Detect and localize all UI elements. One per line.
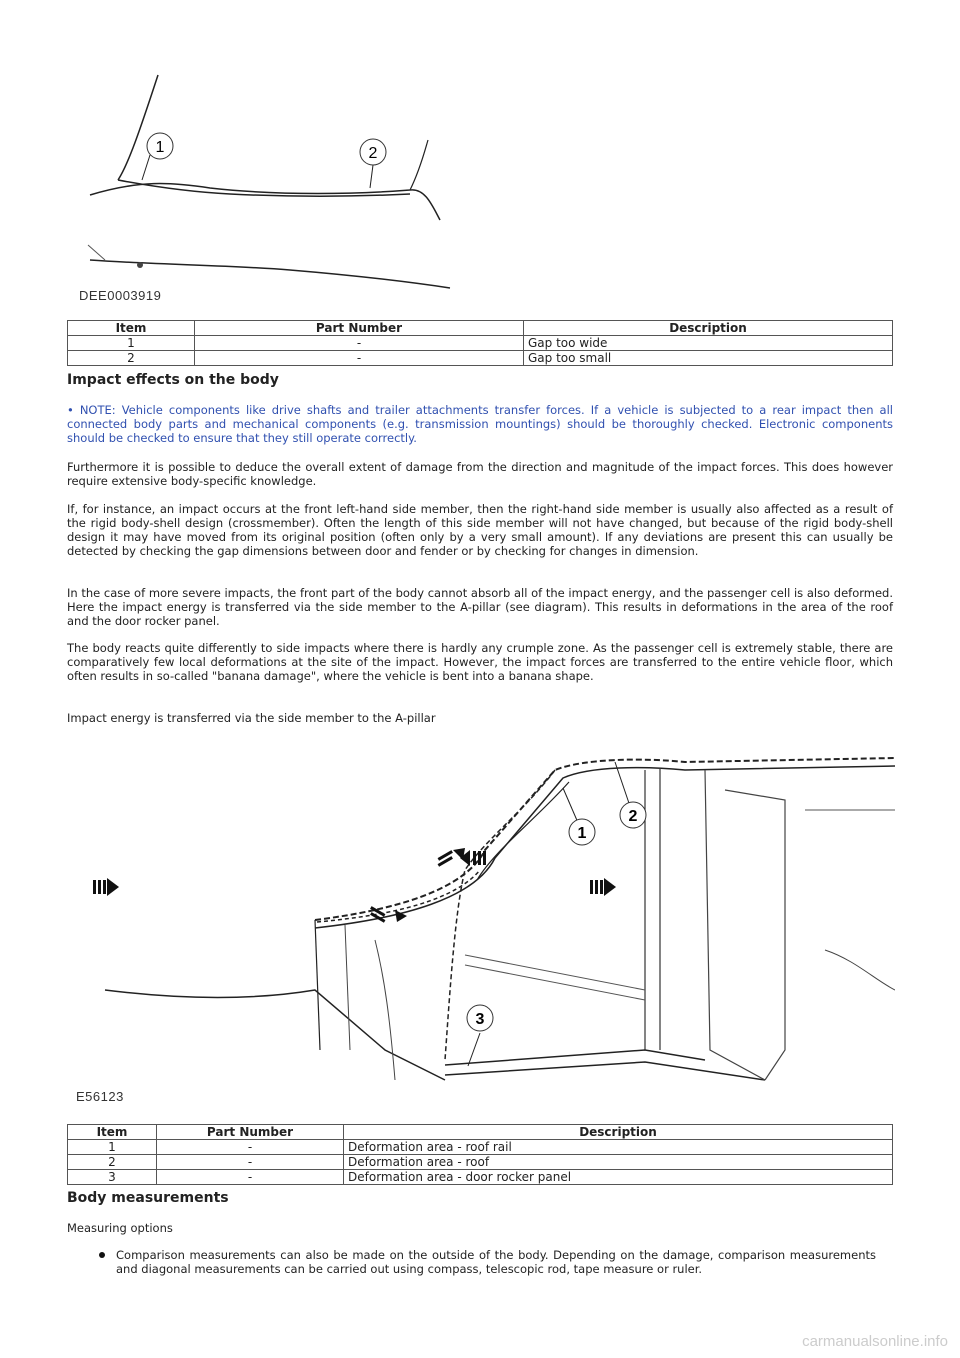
paragraph-3: In the case of more severe impacts, the front part of the body cannot absorb all of the impact energy, and the passenger cell is also deformed. Here the impact energy is transferred via the side member to the A-pillar (see diagram). This results in deformations in the area of the roof and the door rocker panel. bbox=[67, 586, 893, 628]
figure1-code: DEE0003919 bbox=[79, 288, 162, 303]
impact-arrow-rear bbox=[590, 878, 616, 896]
cell-item: 2 bbox=[68, 351, 195, 366]
cell-item: 1 bbox=[68, 1140, 157, 1155]
callout-1: 1 bbox=[155, 139, 165, 156]
cell-item: 1 bbox=[68, 336, 195, 351]
cell-description: Gap too small bbox=[524, 351, 893, 366]
note-paragraph: • NOTE: Vehicle components like drive shafts and trailer attachments transfer forces. If a vehicle is subjected to a rear impact then all connected body parts and mechanical components (e.g. transmission mountings) should be thoroughly checked. Electronic components should be checked to ensure that they still operate correctly. bbox=[67, 403, 893, 445]
table-row bbox=[68, 1140, 893, 1155]
gap-figure bbox=[80, 70, 460, 290]
footer-watermark: carmanualsonline.info bbox=[802, 1333, 948, 1350]
callout-1: 1 bbox=[577, 825, 587, 842]
figure2-code: E56123 bbox=[76, 1089, 124, 1104]
header-item: Item bbox=[68, 321, 195, 336]
header-part-number: Part Number bbox=[195, 321, 524, 336]
cell-part-number: - bbox=[157, 1170, 344, 1185]
callout-2: 2 bbox=[628, 808, 638, 825]
callout-3: 3 bbox=[475, 1011, 485, 1028]
cell-description: Gap too wide bbox=[524, 336, 893, 351]
table-header bbox=[68, 1125, 893, 1140]
table-row bbox=[68, 1170, 893, 1185]
a-pillar-figure bbox=[85, 750, 895, 1105]
measuring-options-label: Measuring options bbox=[67, 1221, 173, 1235]
table-row bbox=[68, 1155, 893, 1170]
paragraph-2: If, for instance, an impact occurs at the front left-hand side member, then the right-hand side member is usually also affected as a result of the rigid body-shell design (crossmember). Often the length of this side member will not have changed, but because of the rigid body-shell design it may have moved from its original position (often only by a very small amount). If any deviations are present this can usually be detected by checking the gap dimensions between door and fender or by checking for changes in dimension. bbox=[67, 502, 893, 558]
table-header bbox=[68, 321, 893, 336]
paragraph-1: Furthermore it is possible to deduce the overall extent of damage from the direction and magnitude of the impact forces. This does however require extensive body-specific knowledge. bbox=[67, 460, 893, 488]
cell-part-number: - bbox=[157, 1155, 344, 1170]
cell-part-number: - bbox=[157, 1140, 344, 1155]
parts-table-2 bbox=[67, 1124, 893, 1185]
header-item: Item bbox=[68, 1125, 157, 1140]
paragraph-4: The body reacts quite differently to side impacts where there is hardly any crumple zone. As the passenger cell is extremely stable, there are comparatively few local deformations at the site of the impact. However, the impact forces are transferred to the entire vehicle floor, which often results in so-called "banana damage", where the vehicle is bent into a banana shape. bbox=[67, 641, 893, 683]
header-description: Description bbox=[524, 321, 893, 336]
cell-description: Deformation area - roof bbox=[344, 1155, 893, 1170]
section-heading-impact: Impact effects on the body bbox=[67, 372, 279, 388]
bullet-icon bbox=[99, 1252, 105, 1258]
section-heading-measurements: Body measurements bbox=[67, 1190, 229, 1206]
callout-2: 2 bbox=[368, 145, 378, 162]
cell-item: 3 bbox=[68, 1170, 157, 1185]
cell-description: Deformation area - roof rail bbox=[344, 1140, 893, 1155]
cell-part-number: - bbox=[195, 336, 524, 351]
impact-arrow-front bbox=[93, 878, 119, 896]
paragraph-5: Impact energy is transferred via the side member to the A-pillar bbox=[67, 711, 436, 725]
cell-part-number: - bbox=[195, 351, 524, 366]
parts-table-1 bbox=[67, 320, 893, 366]
cell-item: 2 bbox=[68, 1155, 157, 1170]
a-pillar-illustration bbox=[85, 750, 895, 1105]
cell-description: Deformation area - door rocker panel bbox=[344, 1170, 893, 1185]
table-row bbox=[68, 351, 893, 366]
header-description: Description bbox=[344, 1125, 893, 1140]
bullet-paragraph: Comparison measurements can also be made on the outside of the body. Depending on the damage, comparison measurements and diagonal measurements can be carried out using compass, telescopic rod, tape measure or ruler. bbox=[116, 1248, 876, 1276]
gap-illustration bbox=[80, 70, 460, 290]
table-row bbox=[68, 336, 893, 351]
header-part-number: Part Number bbox=[157, 1125, 344, 1140]
